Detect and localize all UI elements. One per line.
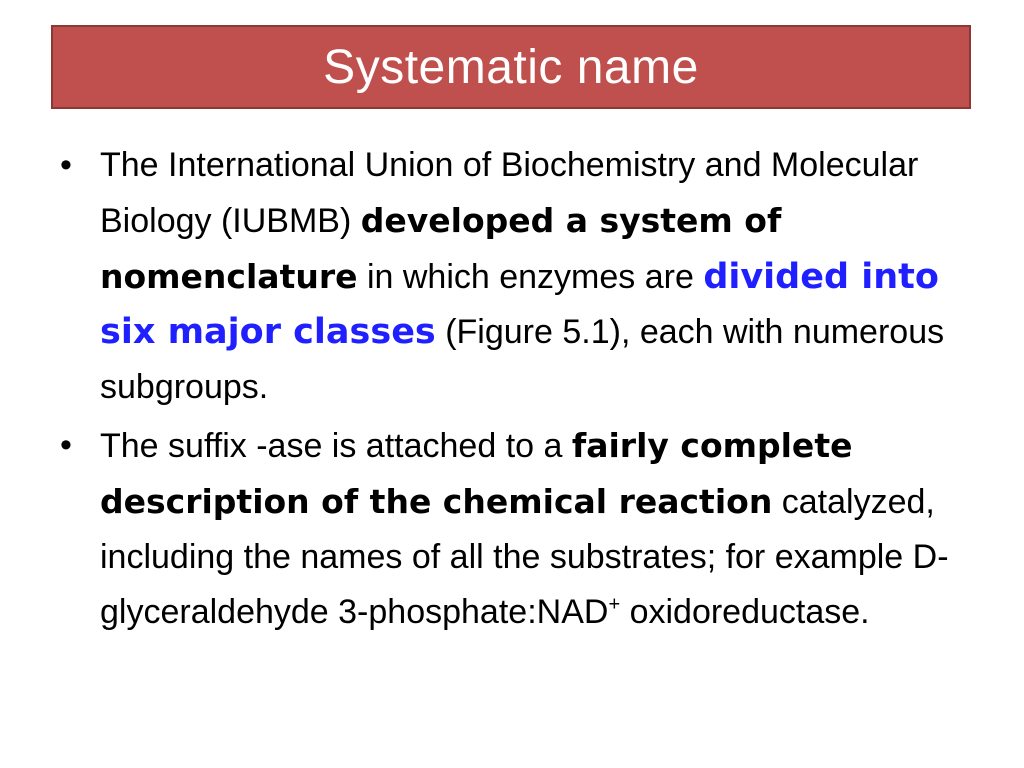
bullet-1-bold-text: developed a system of nomenclature — [100, 201, 782, 296]
slide-title: Systematic name — [323, 40, 699, 94]
bullet-marker: • — [60, 146, 72, 184]
bullet-list — [60, 138, 1000, 640]
superscript-plus: + — [608, 593, 621, 616]
bullet-1-text-b: in which enzymes are — [357, 258, 704, 296]
slide-title-banner — [51, 25, 971, 109]
bullet-marker: • — [60, 426, 72, 464]
bullet-1-text-c: (Figure 5.1), each with numerous subgroups. — [100, 313, 945, 406]
bullet-1-text-a: The International Union of Biochemistry and Molecular Biology (IUBMB) — [100, 146, 919, 240]
bullet-1-highlight-text: divided into six major classes — [100, 257, 939, 352]
bullet-2-text-b: catalyzed, including the names of all the substrates; for example D-glyceraldehyde 3-phosphate:NAD — [100, 483, 949, 631]
bullet-item-2 — [60, 418, 1000, 640]
bullet-2-text-a: The suffix -ase is attached to a — [100, 427, 572, 465]
bullet-2-bold-text: fairly complete description of the chemical reaction — [100, 426, 853, 521]
bullet-item-1 — [60, 138, 1000, 415]
bullet-2-text-c: oxidoreductase. — [620, 593, 870, 631]
